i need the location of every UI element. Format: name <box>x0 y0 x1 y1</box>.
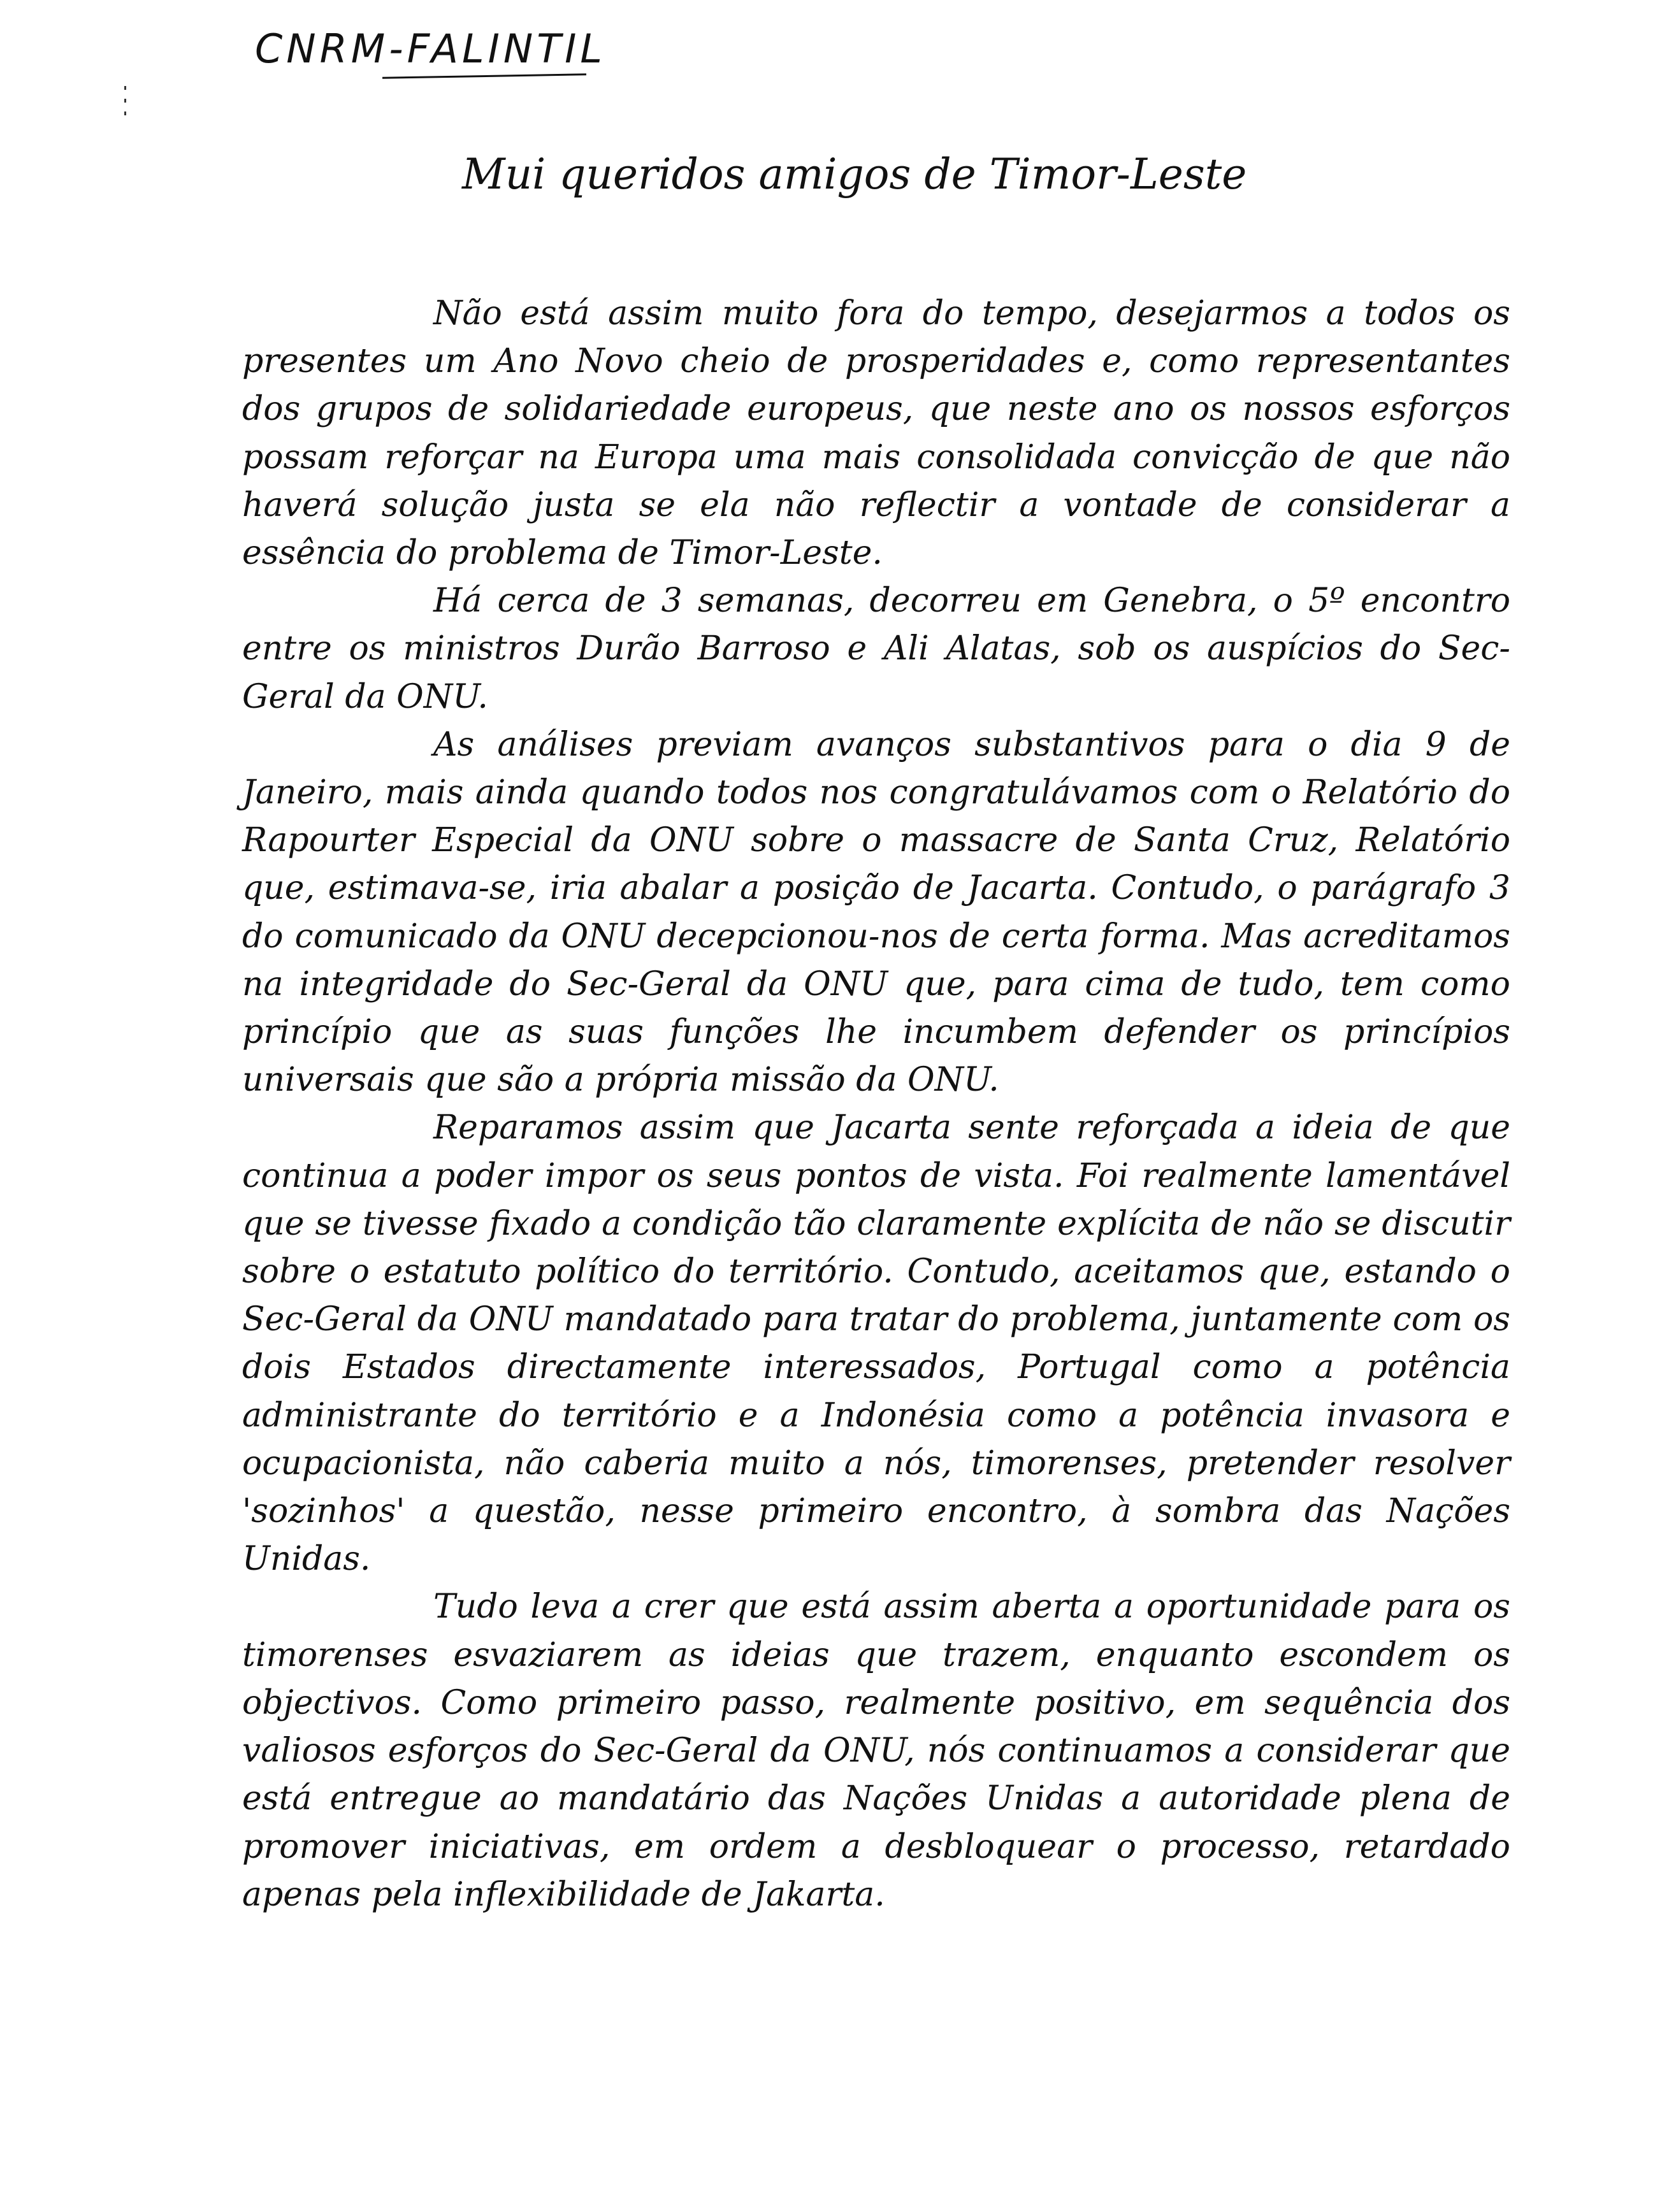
paragraph-3: As análises previam avanços substantivos para o dia 9 de Janeiro, mais ainda quando todos nos congratulávamos com o Relatório do Rapourter Especial da ONU sobre o massacre de Santa Cruz, Relatório que, estimava-se, iria abalar a posição de Jacarta. Contudo, o parágrafo 3 do comunicado da ONU decepcionou-nos de certa forma. Mas acreditamos na integridade do Sec-Geral da ONU que, para cima de tudo, tem como princípio que as suas funções lhe incumbem defender os princípios universais que são a própria missão da ONU. <box>242 725 1510 1100</box>
paragraph-4: Reparamos assim que Jacarta sente reforçada a ideia de que continua a poder impor os seus pontos de vista. Foi realmente lamentável que se tivesse fixado a condição tão claramente explícita de não se discutir sobre o estatuto político do território. Contudo, aceitamos que, estando o Sec-Geral da ONU mandatado para tratar do problema, juntamente com os dois Estados directamente interessados, Portugal como a potência administrante do território e a Indonésia como a potência invasora e ocupacionista, não caberia muito a nós, timorenses, pretender resolver 'sozinhos' a questão, nesse primeiro encontro, à sombra das Nações Unidas. <box>242 1109 1510 1579</box>
margin-marks <box>124 86 128 124</box>
paragraph-2: Há cerca de 3 semanas, decorreu em Genebra, o 5º encontro entre os ministros Durão Barroso e Ali Alatas, sob os auspícios do Sec-Geral da ONU. <box>242 582 1510 716</box>
paragraph-1: Não está assim muito fora do tempo, desejarmos a todos os presentes um Ano Novo cheio de prosperidades e, como representantes dos grupos de solidariedade europeus, que neste ano os nossos esforços possam reforçar na Europa uma mais consolidada convicção de que não haverá solução justa se ela não reflectir a vontade de considerar a essência do problema de Timor-Leste. <box>242 294 1510 573</box>
paragraph-5: Tudo leva a crer que está assim aberta a oportunidade para os timorenses esvaziarem as ideias que trazem, enquanto escondem os objectivos. Como primeiro passo, realmente positivo, em sequência dos valiosos esforços do Sec-Geral da ONU, nós continuamos a considerar que está entregue ao mandatário das Nações Unidas a autoridade plena de promover iniciativas, em ordem a desbloquear o processo, retardado apenas pela inflexibilidade de Jakarta. <box>242 1588 1510 1914</box>
header-underline <box>382 73 586 79</box>
letter-header: CNRM-FALINTIL <box>255 25 606 72</box>
letter-salutation: Mui queridos amigos de Timor-Leste <box>462 150 1247 199</box>
letter-body <box>242 290 1510 1919</box>
